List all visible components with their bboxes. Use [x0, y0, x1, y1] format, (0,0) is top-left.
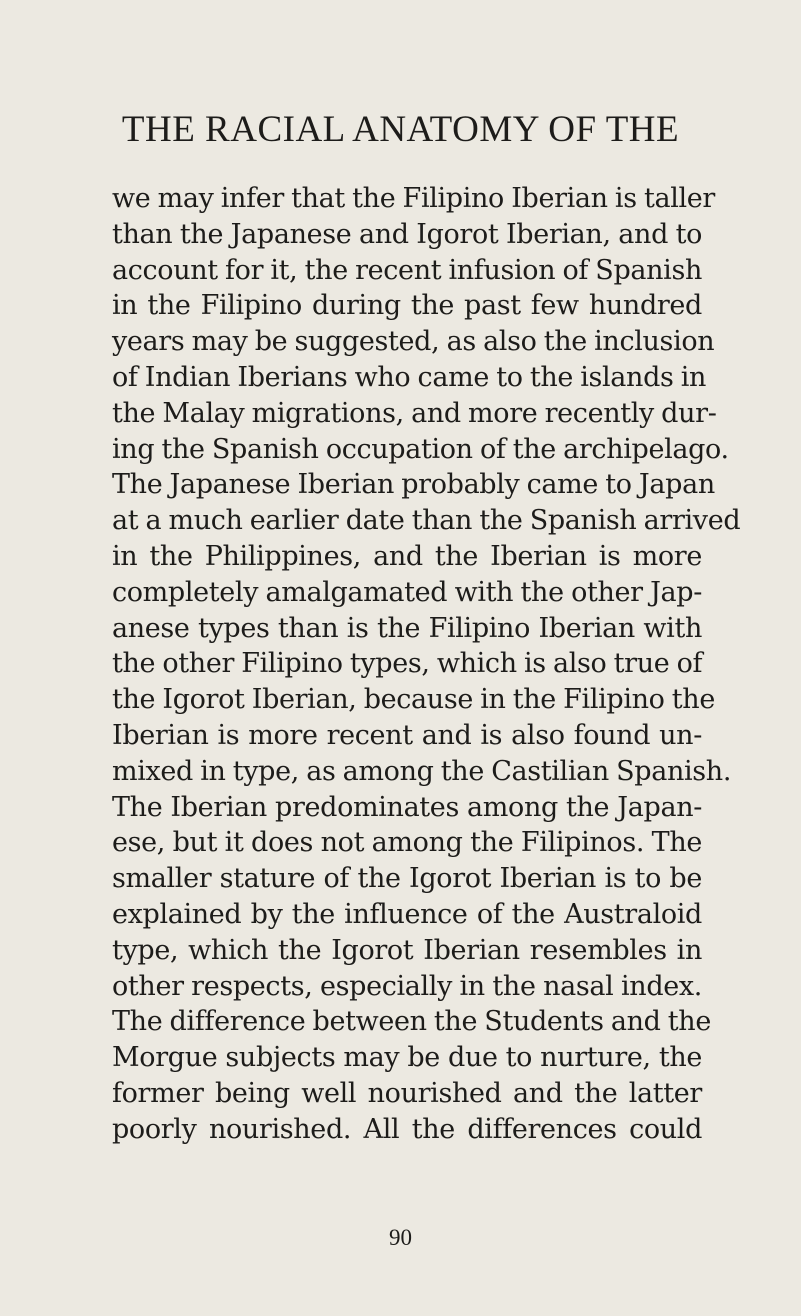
text-line: the Malay migrations, and more recently dur- [112, 397, 717, 429]
text-line: type, which the Igorot Iberian resembles in [112, 934, 702, 966]
text-line: smaller stature of the Igorot Iberian is to be [112, 863, 702, 895]
text-line: The Japanese Iberian probably came to Japan [112, 469, 715, 501]
text-line: years may be suggested, as also the inclusion [112, 326, 715, 358]
text-line: other respects, especially in the nasal index. [112, 970, 702, 1002]
running-head: THE RACIAL ANATOMY OF THE [121, 109, 680, 150]
text-line: account for it, the recent infusion of Spanish [112, 254, 702, 286]
text-line: Iberian is more recent and is also found un- [112, 719, 702, 751]
text-line: than the Japanese and Igorot Iberian, and to [112, 218, 702, 250]
text-line: former being well nourished and the latter [112, 1077, 702, 1109]
text-line: in the Philippines, and the Iberian is more [112, 540, 702, 572]
text-line: we may infer that the Filipino Iberian is taller [112, 183, 715, 214]
text-line: ese, but it does not among the Filipinos. The [112, 827, 702, 859]
page-number: 90 [389, 1225, 412, 1250]
text-line: the other Filipino types, which is also true of [112, 648, 703, 680]
text-line: Morgue subjects may be due to nurture, the [112, 1042, 702, 1074]
body-text [112, 181, 741, 1148]
text-line: The difference between the Students and the [112, 1006, 711, 1038]
text-line: mixed in type, as among the Castilian Spanish. [112, 755, 732, 787]
text-line: explained by the influence of the Australoid [112, 898, 702, 930]
text-line: of Indian Iberians who came to the islands in [112, 361, 707, 393]
text-line: completely amalgamated with the other Jap- [112, 576, 702, 608]
text-line: ing the Spanish occupation of the archipelago. [112, 433, 729, 465]
text-line: anese types than is the Filipino Iberian with [112, 612, 702, 644]
text-line: the Igorot Iberian, because in the Filipino the [112, 684, 715, 716]
text-line: in the Filipino during the past few hundred [112, 290, 702, 322]
text-line: poorly nourished. All the differences could [112, 1113, 702, 1145]
text-line: The Iberian predominates among the Japan- [112, 791, 702, 823]
text-line: at a much earlier date than the Spanish arrived [112, 505, 741, 537]
